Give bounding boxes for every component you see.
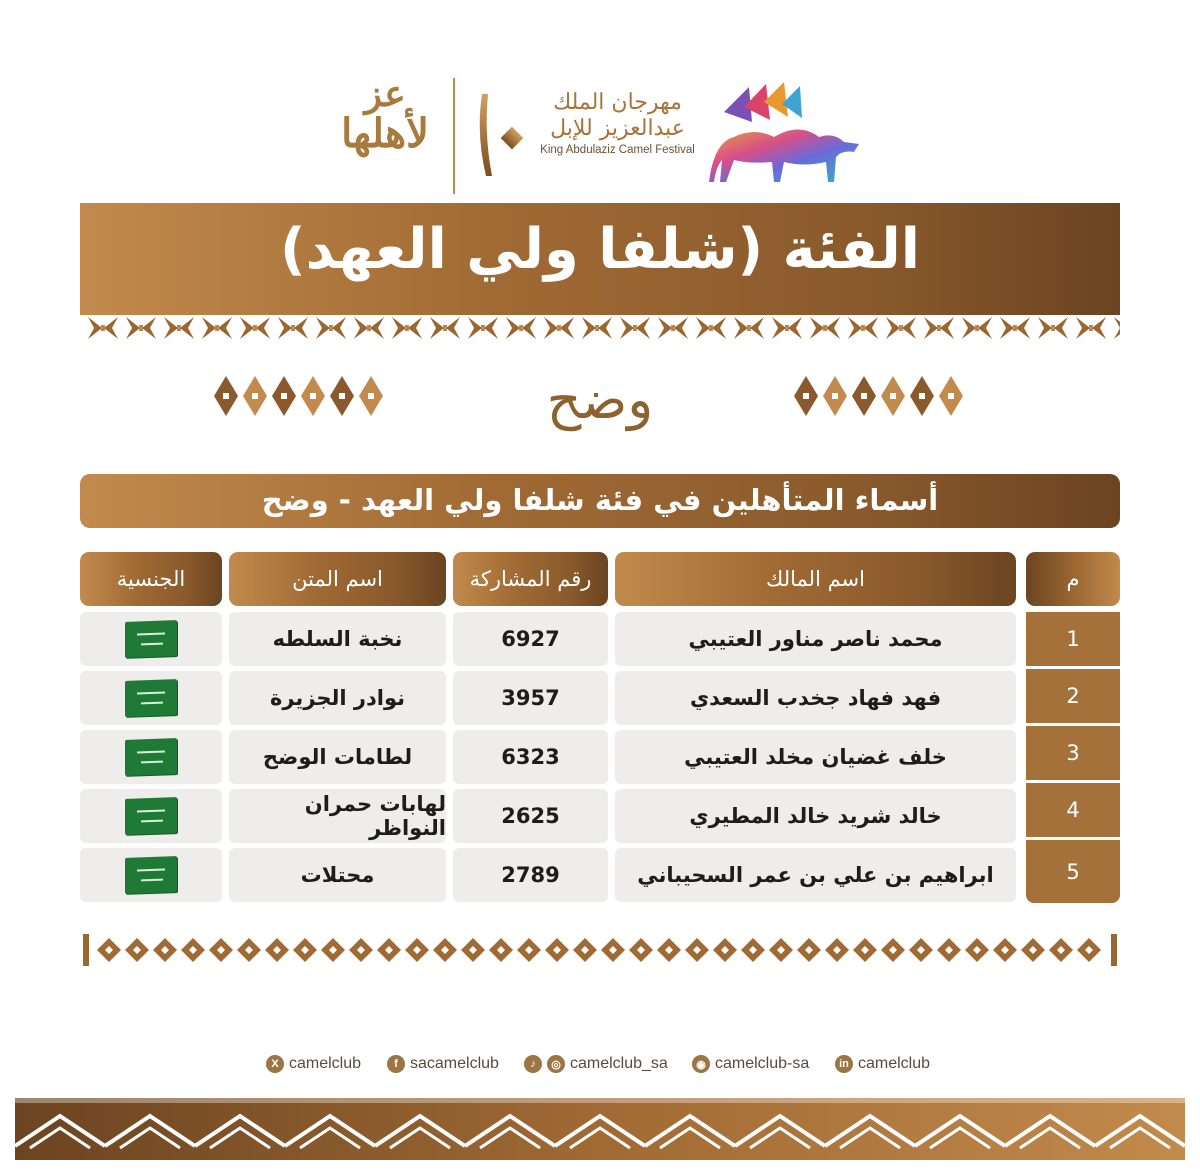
camel-caravan-logo xyxy=(704,82,864,192)
row-index: 4 xyxy=(1026,783,1120,837)
saudi-flag-icon xyxy=(125,797,177,835)
owner-name: محمد ناصر مناور العتيبي xyxy=(615,612,1016,666)
section-word: وضح xyxy=(546,368,654,431)
owner-name: خلف غضيان مخلد العتيبي xyxy=(615,730,1016,784)
owner-name: ابراهيم بن علي بن عمر السحيباني xyxy=(615,848,1016,902)
festival-name-logo: مهرجان الملك عبدالعزيز للإبل King Abdulaziz Camel Festival xyxy=(540,90,695,156)
header-nationality: الجنسية xyxy=(80,552,222,606)
edition-ten-logo xyxy=(468,84,528,184)
x-icon: X xyxy=(266,1055,284,1073)
participation-number: 2789 xyxy=(453,848,608,902)
title-pattern-border xyxy=(80,315,1120,341)
nationality-cell xyxy=(80,730,222,784)
logo-divider xyxy=(453,78,455,194)
nationality-cell xyxy=(80,612,222,666)
subtitle-bar xyxy=(80,474,1120,528)
instagram-icon: ◎ xyxy=(547,1055,565,1073)
social-x[interactable] xyxy=(266,1053,361,1075)
social-linkedin[interactable] xyxy=(835,1053,930,1075)
social-tiktok-instagram[interactable] xyxy=(524,1053,668,1075)
nationality-cell xyxy=(80,789,222,843)
header-logos xyxy=(0,40,1200,160)
social-handle: camelclub_sa xyxy=(570,1055,668,1072)
rider-name: نوادر الجزيرة xyxy=(229,671,446,725)
row-index: 3 xyxy=(1026,726,1120,780)
owner-name: خالد شريد خالد المطيري xyxy=(615,789,1016,843)
ornament-right xyxy=(791,372,969,420)
footer-pattern-band xyxy=(15,1098,1185,1160)
facebook-icon: f xyxy=(387,1055,405,1073)
header-owner: اسم المالك xyxy=(615,552,1016,606)
social-handle: camelclub xyxy=(858,1055,931,1072)
nationality-cell xyxy=(80,671,222,725)
header-rider: اسم المتن xyxy=(229,552,446,606)
participation-number: 2625 xyxy=(453,789,608,843)
saudi-flag-icon xyxy=(125,856,177,894)
rider-name: محتلات xyxy=(229,848,446,902)
row-index: 1 xyxy=(1026,612,1120,666)
saudi-flag-icon xyxy=(125,738,177,776)
bottom-pattern-border xyxy=(83,934,1117,966)
participation-number: 6927 xyxy=(453,612,608,666)
snapchat-icon: ◉ xyxy=(692,1055,710,1073)
social-links xyxy=(0,1053,1200,1077)
tiktok-icon: ♪ xyxy=(524,1055,542,1073)
saudi-flag-icon xyxy=(125,679,177,717)
rider-name: نخبة السلطه xyxy=(229,612,446,666)
header-participation: رقم المشاركة xyxy=(453,552,608,606)
participation-number: 6323 xyxy=(453,730,608,784)
social-snapchat[interactable] xyxy=(692,1053,809,1075)
row-index: 5 xyxy=(1026,840,1120,903)
social-handle: sacamelclub xyxy=(410,1055,499,1072)
social-handle: camelclub-sa xyxy=(715,1055,810,1072)
row-index: 2 xyxy=(1026,669,1120,723)
ornament-left xyxy=(211,372,389,420)
ezz-li-ahlaha-logo: عز لأهلها xyxy=(341,73,429,157)
page-title: الفئة (شلفا ولي العهد) xyxy=(280,217,920,282)
social-facebook[interactable] xyxy=(387,1053,499,1075)
saudi-flag-icon xyxy=(125,620,177,658)
nationality-cell xyxy=(80,848,222,902)
header-index: م xyxy=(1026,552,1120,606)
owner-name: فهد فهاد جخدب السعدي xyxy=(615,671,1016,725)
participation-number: 3957 xyxy=(453,671,608,725)
linkedin-icon: in xyxy=(835,1055,853,1073)
title-banner xyxy=(80,203,1120,315)
social-handle: camelclub xyxy=(289,1055,362,1072)
rider-name: لطامات الوضح xyxy=(229,730,446,784)
rider-name: لهابات حمران النواظر xyxy=(229,789,446,843)
subtitle-text: أسماء المتأهلين في فئة شلفا ولي العهد - وضح xyxy=(261,483,939,517)
